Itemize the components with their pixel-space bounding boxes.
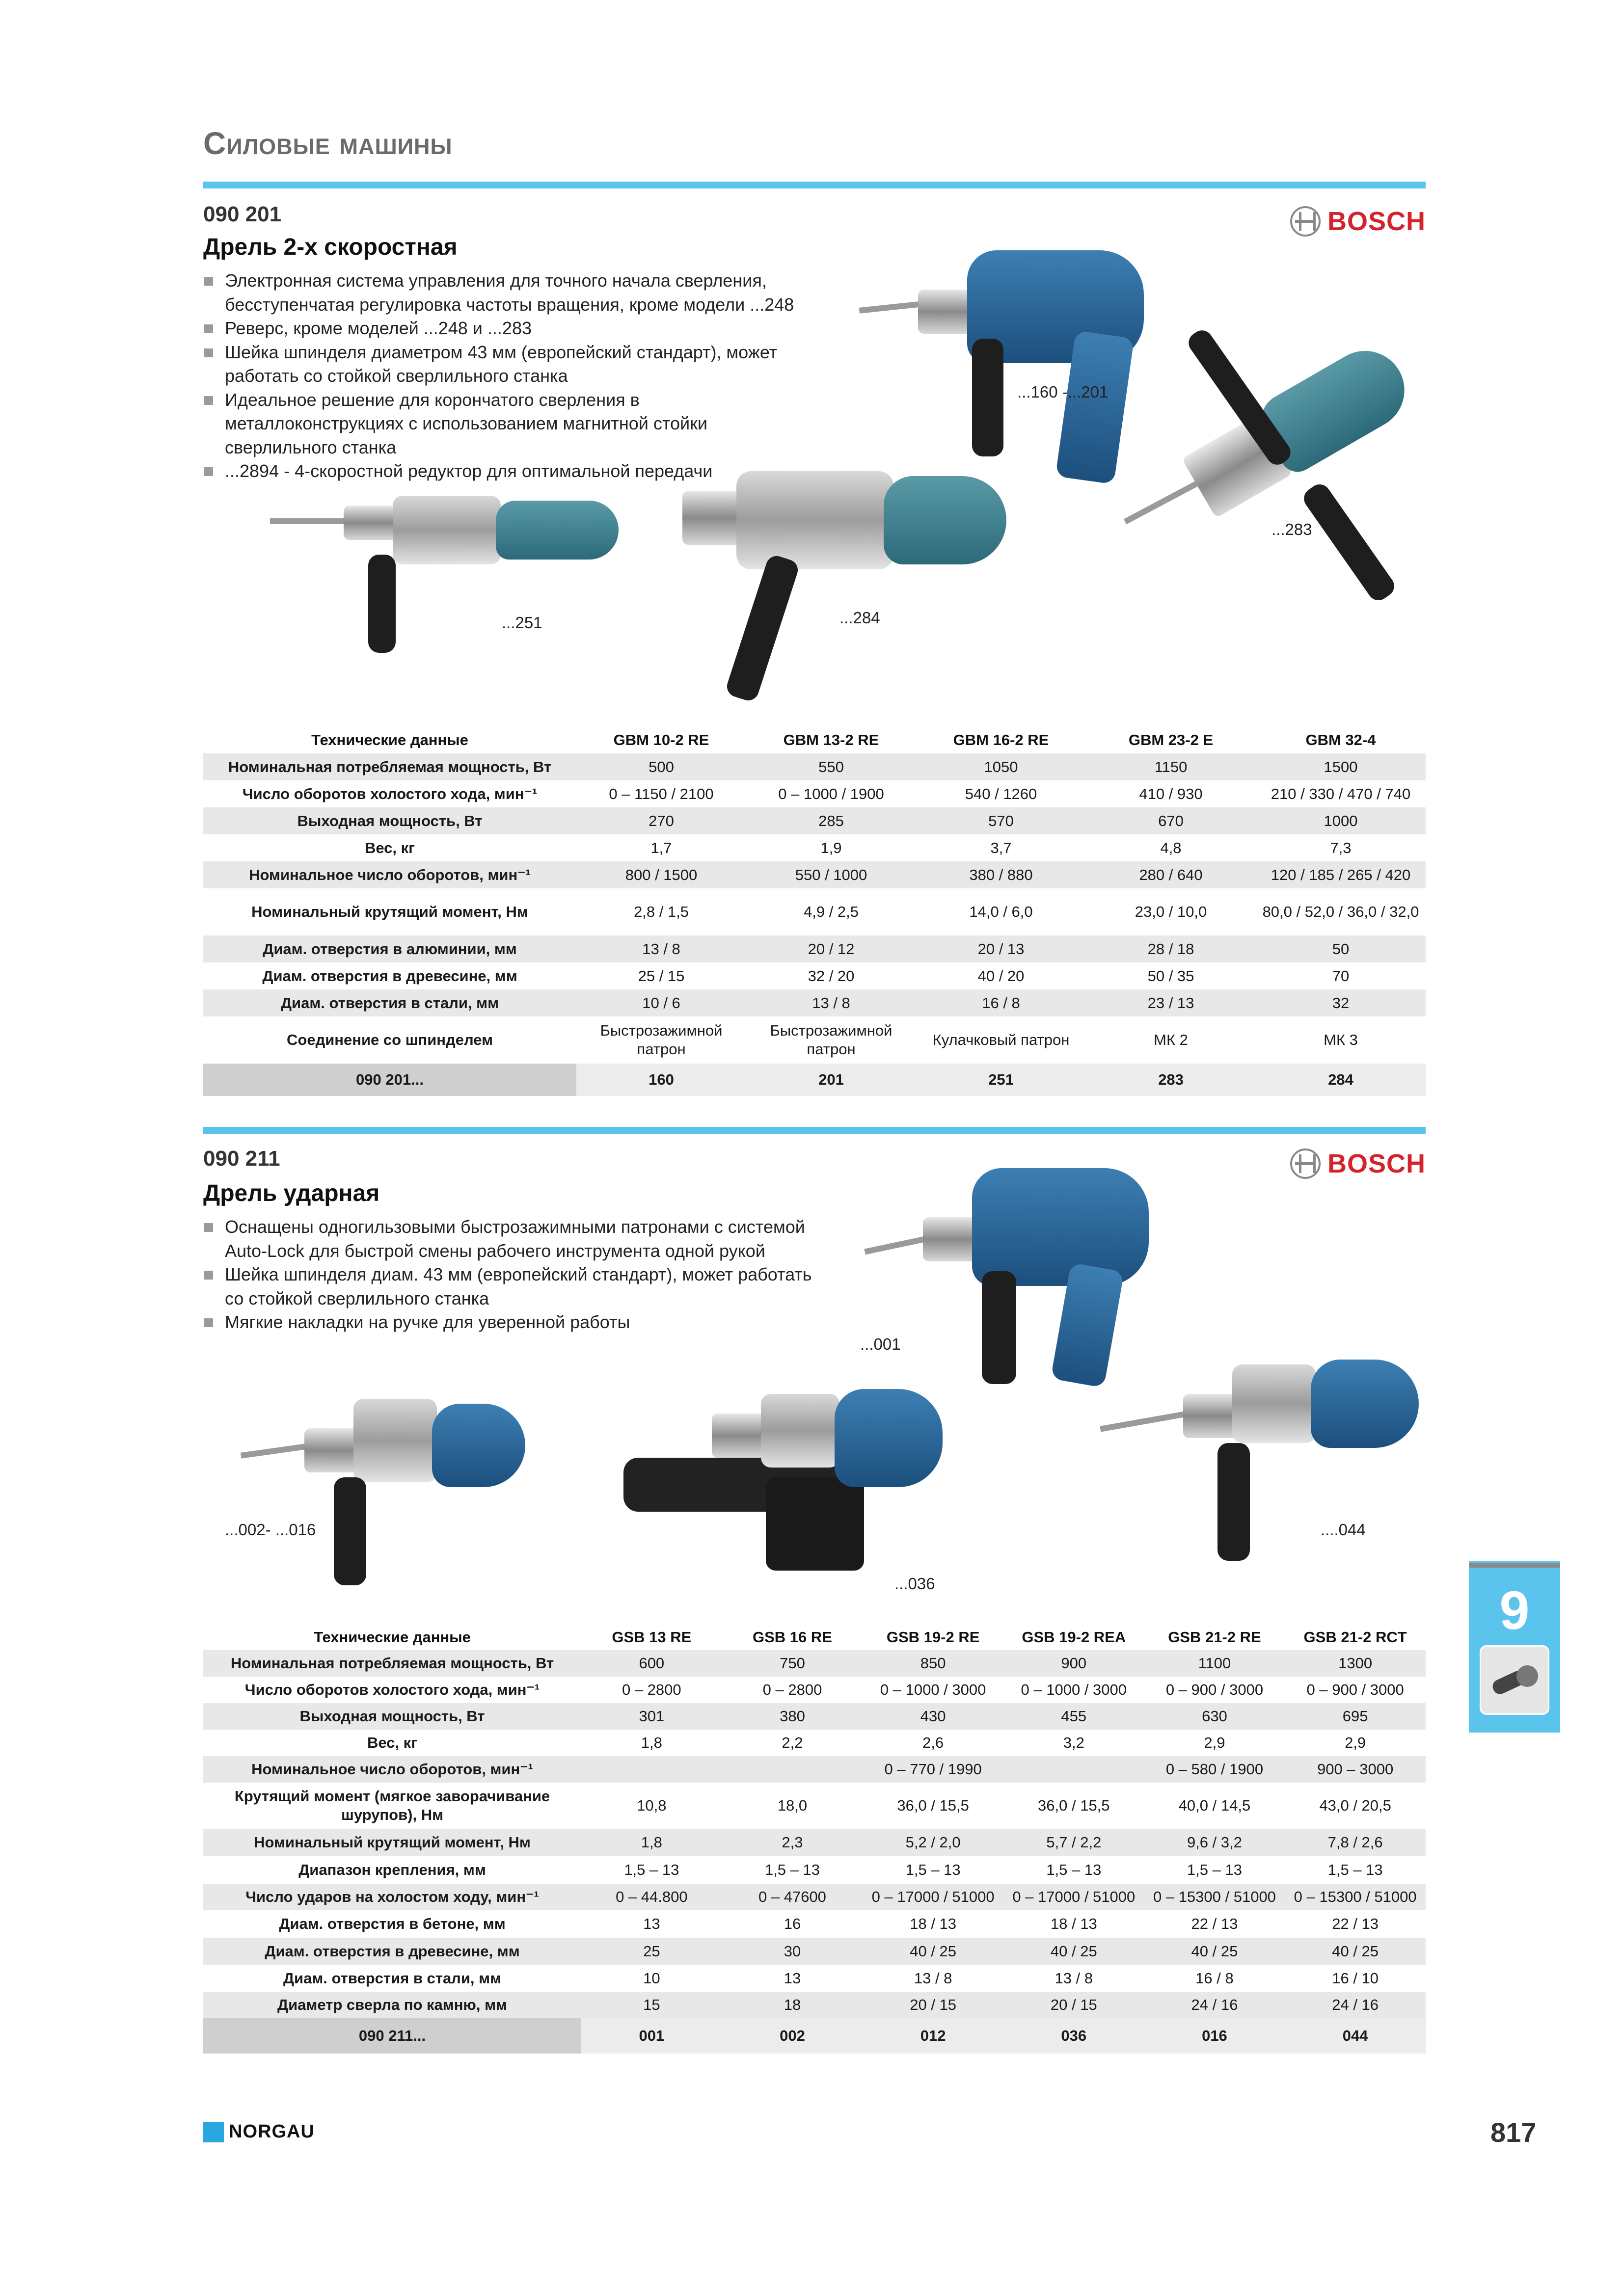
- section-divider: [203, 182, 1426, 188]
- photo-label-002: ...002- ...016: [225, 1521, 316, 1539]
- table-row: Диам. отверстия в стали, мм 10 13 13 / 8 13 / 8 16 / 8 16 / 10: [283, 1970, 1379, 1987]
- table-row: Крутящий момент (мягкое заворачивание шурупов), Нм 10,8 18,0 36,0 / 15,5 36,0 / 15,5 40,0 / 14,5 43,0 / 20,5: [234, 1788, 1391, 1823]
- column-header: GSB 16 RE: [753, 1629, 832, 1646]
- table-row: Диам. отверстия в алюминии, мм 13 / 8 20 / 12 20 / 13 28 / 18 50: [203, 935, 1426, 962]
- column-header: GBM 10-2 RE: [613, 731, 709, 748]
- page-number: 817: [1490, 2117, 1537, 2148]
- article-code: 012: [863, 2018, 1003, 2054]
- table-header-row: [203, 1625, 1426, 1650]
- table-row: Число оборотов холостого хода, мин⁻¹ 0 – 2800 0 – 2800 0 – 1000 / 3000 0 – 1000 / 3000 0 – 900 / 3000 0 – 900 / 3000: [244, 1681, 1404, 1698]
- table-row: Диапазон крепления, мм 1,5 – 13 1,5 – 13 1,5 – 13 1,5 – 13 1,5 – 13 1,5 – 13: [298, 1861, 1383, 1878]
- norgau-logo: [203, 2121, 315, 2142]
- page-title: Силовые машины: [203, 126, 453, 161]
- article-code: 201: [746, 1064, 916, 1096]
- section1-spec-table: [203, 726, 1426, 1096]
- table-row: Номинальное число оборотов, мин⁻¹ 0 – 770 / 1990 0 – 580 / 1900 900 – 3000: [203, 1756, 1426, 1783]
- article-code: 160: [576, 1064, 746, 1096]
- section-divider: [203, 1127, 1426, 1134]
- logo-square-icon: [203, 2122, 224, 2142]
- logo-text: NORGAU: [229, 2121, 315, 2142]
- feature-item-cont: работать со стойкой сверлильного станка: [225, 366, 568, 386]
- article-code: 251: [916, 1064, 1086, 1096]
- table-header-row: [203, 726, 1426, 753]
- drill-photo-036: [614, 1374, 967, 1580]
- section1-code: 090 201: [203, 202, 282, 226]
- column-header: Технические данные: [311, 731, 468, 748]
- section2-title: Дрель ударная: [203, 1180, 380, 1206]
- feature-item-cont: металлоконструкциях с использованием магнитной стойки: [225, 413, 707, 433]
- table-footer-row: 090 201... 160 201 251 283 284: [203, 1064, 1426, 1096]
- table-row: Диам. отверстия в древесине, мм 25 30 40 / 25 40 / 25 40 / 25 40 / 25: [203, 1938, 1426, 1965]
- photo-label-284: ...284: [839, 609, 880, 627]
- column-header: GSB 21-2 RE: [1168, 1629, 1261, 1646]
- feature-item: Шейка шпинделя диам. 43 мм (европейский стандарт), может работать: [203, 1263, 915, 1287]
- feature-item: Идеальное решение для корончатого сверления в: [203, 388, 915, 412]
- table-row: Вес, кг 1,7 1,9 3,7 4,8 7,3: [364, 839, 1352, 856]
- section2-spec-table: [203, 1625, 1426, 2054]
- table-row: Номинальное число оборотов, мин⁻¹ 800 / 1500 550 / 1000 380 / 880 280 / 640 120 / 185 / 265 / 420: [203, 861, 1426, 888]
- column-header: GBM 16-2 RE: [953, 731, 1049, 748]
- section2-brand-logo: [1290, 1148, 1426, 1179]
- article-code: 001: [581, 2018, 722, 2054]
- feature-item-cont: Auto-Lock для быстрой смены рабочего инструмента одной рукой: [225, 1240, 765, 1261]
- article-code: 036: [1003, 2018, 1144, 2054]
- article-code: 016: [1144, 2018, 1285, 2054]
- section2-code: 090 211: [203, 1147, 280, 1171]
- table-row: Номинальный крутящий момент, Нм 2,8 / 1,5 4,9 / 2,5 14,0 / 6,0 23,0 / 10,0 80,0 / 52,0 / 36,0 / 32,0: [251, 903, 1419, 920]
- column-header: GSB 19-2 REA: [1022, 1629, 1126, 1646]
- feature-item-cont: бесступенчатая регулировка частоты вращения, кроме модели ...248: [225, 294, 794, 315]
- drill-photo-044: [1100, 1345, 1434, 1571]
- table-row: Номинальная потребляемая мощность, Вт 600 750 850 900 1100 1300: [203, 1650, 1426, 1677]
- bosch-logo-icon: [1290, 1148, 1321, 1179]
- table-row: Номинальный крутящий момент, Нм 1,8 2,3 5,2 / 2,0 5,7 / 2,2 9,6 / 3,2 7,8 / 2,6: [203, 1829, 1426, 1856]
- table-row: Номинальная потребляемая мощность, Вт 500 550 1050 1150 1500: [203, 753, 1426, 780]
- feature-item: Шейка шпинделя диаметром 43 мм (европейский стандарт), может: [203, 341, 915, 365]
- chapter-tab-divider: [1469, 1563, 1560, 1568]
- table-row: Диам. отверстия в бетоне, мм 13 16 18 / 13 18 / 13 22 / 13 22 / 13: [279, 1915, 1379, 1932]
- angle-grinder-icon: [1480, 1645, 1549, 1715]
- table-footer-row: 090 211... 001 002 012 036 016 044: [203, 2018, 1426, 2054]
- photo-label-001: ...001: [860, 1335, 901, 1353]
- drill-photo-002: [241, 1384, 545, 1590]
- table-row: Диам. отверстия в стали, мм 10 / 6 13 / 8 16 / 8 23 / 13 32: [203, 989, 1426, 1016]
- column-header: GSB 21-2 RCT: [1303, 1629, 1407, 1646]
- feature-item: Оснащены одногильзовыми быстрозажимными патронами с системой: [203, 1215, 915, 1239]
- section1-brand-logo: [1290, 206, 1426, 237]
- table-row: Диам. отверстия в древесине, мм 25 / 15 32 / 20 40 / 20 50 / 35 70: [262, 967, 1350, 985]
- feature-item-cont: со стойкой сверлильного станка: [225, 1288, 489, 1308]
- table-row: Выходная мощность, Вт 270 285 570 670 1000: [203, 807, 1426, 834]
- column-header: GSB 13 RE: [612, 1629, 692, 1646]
- table-row: Вес, кг 1,8 2,2 2,6 3,2 2,9 2,9: [367, 1734, 1366, 1751]
- table-row: Соединение со шпинделем Быстрозажимной патрон Быстрозажимной патрон Кулачковый патрон МК 2 МК 3: [287, 1022, 1358, 1058]
- section2-feature-list: [203, 1215, 915, 1335]
- article-code: 283: [1086, 1064, 1256, 1096]
- column-header: GBM 23-2 E: [1128, 731, 1214, 748]
- table-row: Выходная мощность, Вт 301 380 430 455 630 695: [203, 1703, 1426, 1730]
- feature-item-cont: сверлильного станка: [225, 437, 397, 457]
- photo-label-044: ....044: [1321, 1521, 1366, 1539]
- section1-title: Дрель 2-х скоростная: [203, 234, 458, 260]
- feature-item: Электронная система управления для точного начала сверления,: [203, 269, 915, 293]
- photo-label-036: ...036: [894, 1575, 935, 1593]
- column-header: GBM 32-4: [1305, 731, 1376, 748]
- article-code: 002: [722, 2018, 863, 2054]
- table-row: Число оборотов холостого хода, мин⁻¹ 0 – 1150 / 2100 0 – 1000 / 1900 540 / 1260 410 / 930 210 / 330 / 470 / 740: [242, 785, 1411, 802]
- feature-item: Реверс, кроме моделей ...248 и ...283: [203, 317, 915, 341]
- article-code: 284: [1256, 1064, 1426, 1096]
- photo-label-283: ...283: [1271, 520, 1312, 538]
- column-header: GBM 13-2 RE: [783, 731, 879, 748]
- feature-item: ...2894 - 4-скоростной редуктор для оптимальной передачи: [203, 459, 915, 483]
- column-header: GSB 19-2 RE: [886, 1629, 980, 1646]
- feature-item: Мягкие накладки на ручке для уверенной работы: [203, 1310, 915, 1335]
- photo-label-251: ...251: [502, 614, 542, 632]
- bosch-logo-icon: [1290, 206, 1321, 237]
- section1-brand: BOSCH: [1327, 207, 1426, 236]
- article-code: 044: [1285, 2018, 1426, 2054]
- section2-brand: BOSCH: [1327, 1149, 1426, 1178]
- table-row: Число ударов на холостом ходу, мин⁻¹ 0 – 44.800 0 – 47600 0 – 17000 / 51000 0 – 17000 / 51000 0 – 15300 / 51000 0 – 15300 / 51000: [203, 1884, 1426, 1910]
- table-row: Диаметр сверла по камню, мм 15 18 20 / 15 20 / 15 24 / 16 24 / 16: [203, 1992, 1426, 2018]
- chapter-number: 9: [1499, 1580, 1530, 1641]
- drill-photo-251: [270, 491, 628, 658]
- drill-photo-283: [1119, 319, 1434, 614]
- photo-label-160: ...160 -...201: [1017, 383, 1109, 401]
- drill-photo-284: [682, 442, 1026, 717]
- column-header: Технические данные: [314, 1629, 471, 1646]
- chapter-tab[interactable]: [1469, 1561, 1560, 1733]
